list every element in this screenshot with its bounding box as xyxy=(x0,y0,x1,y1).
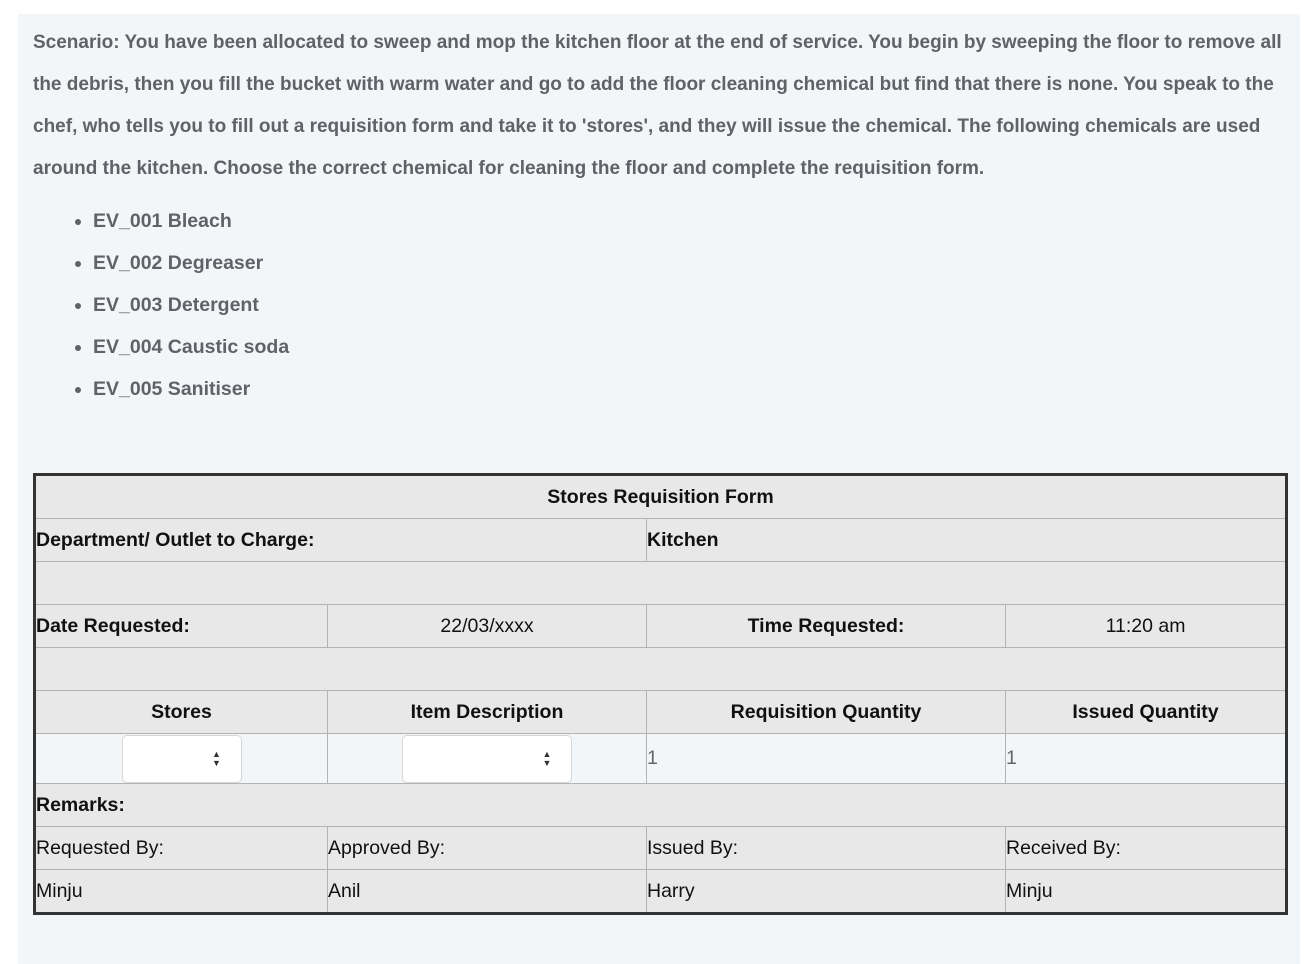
stores-select[interactable] xyxy=(122,735,242,783)
stores-cell xyxy=(35,734,328,784)
spacer-row xyxy=(35,562,1287,605)
approved-by-label: Approved By: xyxy=(328,827,647,870)
requisition-quantity-field[interactable]: 1 xyxy=(647,734,1006,784)
content-panel xyxy=(18,14,1300,964)
received-by-name: Minju xyxy=(1006,870,1287,914)
list-item: • EV_004 Caustic soda xyxy=(93,326,289,368)
issued-by-label: Issued By: xyxy=(647,827,1006,870)
chemical-list xyxy=(33,200,289,410)
time-label: Time Requested: xyxy=(647,605,1006,648)
list-item: • EV_005 Sanitiser xyxy=(93,368,289,410)
up-down-arrows-icon: ▲ ▼ xyxy=(212,748,221,768)
approved-by-name: Anil xyxy=(328,870,647,914)
time-value: 11:20 am xyxy=(1006,605,1287,648)
scenario-text: Scenario: You have been allocated to sweep and mop the kitchen floor at the end of service. You begin by sweeping the floor to remove all the debris, then you fill the bucket with warm water and go to add the floor cleaning chemical but find that there is none. You speak to the chef, who tells you to fill out a requisition form and take it to 'stores', and they will issue the chemical. The following chemicals are used around the kitchen. Choose the correct chemical for cleaning the floor and complete the requisition form. xyxy=(33,32,1282,179)
date-label: Date Requested: xyxy=(35,605,328,648)
form-title: Stores Requisition Form xyxy=(35,475,1287,519)
remarks-label: Remarks: xyxy=(35,784,1287,827)
date-value: 22/03/xxxx xyxy=(328,605,647,648)
item-description-cell xyxy=(328,734,647,784)
column-header-stores: Stores xyxy=(35,691,328,734)
column-header-requisition-quantity: Requisition Quantity xyxy=(647,691,1006,734)
list-item: • EV_002 Degreaser xyxy=(93,242,289,284)
item-description-select[interactable] xyxy=(402,735,572,783)
requisition-form-table xyxy=(33,473,1288,915)
issued-quantity-field[interactable]: 1 xyxy=(1006,734,1287,784)
issued-by-name: Harry xyxy=(647,870,1006,914)
list-item: • EV_001 Bleach xyxy=(93,200,289,242)
requested-by-name: Minju xyxy=(35,870,328,914)
spacer-row xyxy=(35,648,1287,691)
column-header-issued-quantity: Issued Quantity xyxy=(1006,691,1287,734)
requested-by-label: Requested By: xyxy=(35,827,328,870)
department-value: Kitchen xyxy=(647,519,1287,562)
column-header-item-description: Item Description xyxy=(328,691,647,734)
list-item: • EV_003 Detergent xyxy=(93,284,289,326)
up-down-arrows-icon: ▲ ▼ xyxy=(542,748,552,768)
department-label: Department/ Outlet to Charge: xyxy=(35,519,647,562)
received-by-label: Received By: xyxy=(1006,827,1287,870)
